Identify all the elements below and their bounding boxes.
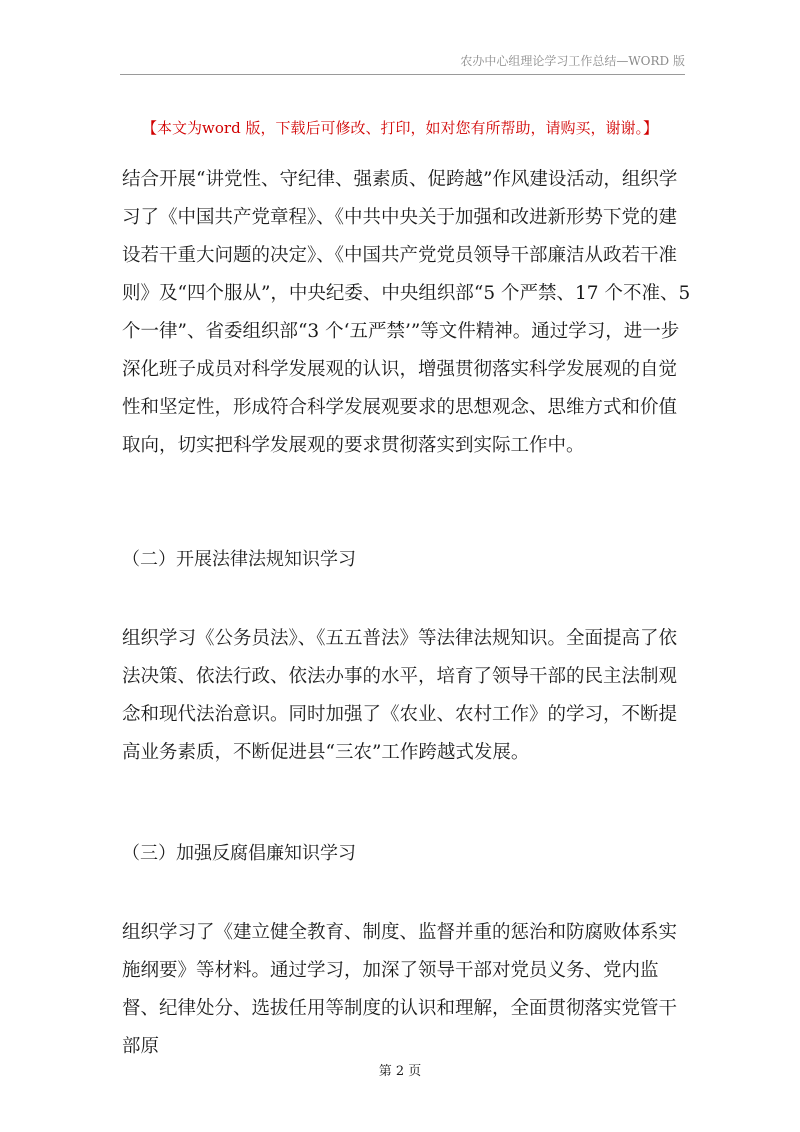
page-footer bbox=[0, 1060, 800, 1079]
header-title: 农办中心组理论学习工作总结—WORD 版 bbox=[460, 54, 685, 68]
paragraph-study-documents: 结合开展“讲党性、守纪律、强素质、促跨越”作风建设活动，组织学习了《中国共产党章程》、《中共中央关于加强和改进新形势下党的建设若干重大问题的决定》、《中国共产党党员领导干部廉洁从政若干准则》及“四个服从”，中央纪委、中央组织部“5 个严禁、17 个不准、5 个一律”、省委组织部“3 个‘五严禁’”等文件精神。通过学习，进一步深化班子成员对科学发展观的认识，增强贯彻落实科学发展观的自觉性和坚定性，形成符合科学发展观要求的思想观念、思维方式和价值取向，切实把科学发展观的要求贯彻落实到实际工作中。 bbox=[122, 169, 691, 456]
section-heading-anticorruption-study: （三）加强反腐倡廉知识学习 bbox=[122, 843, 356, 864]
download-notice: 【本文为word 版，下载后可修改、打印，如对您有所帮助，请购买，谢谢。】 bbox=[142, 119, 658, 137]
page-header bbox=[120, 52, 685, 75]
paragraph-anticorruption-study: 组织学习了《建立健全教育、制度、监督并重的惩治和防腐败体系实施纲要》等材料。通过学习，加深了领导干部对党员义务、党内监督、纪律处分、选拔任用等制度的认识和理解，全面贯彻落实党管干部原 bbox=[122, 922, 678, 1057]
paragraph-law-study: 组织学习《公务员法》、《五五普法》等法律法规知识。全面提高了依法决策、依法行政、依法办事的水平，培育了领导干部的民主法制观念和现代法治意识。同时加强了《农业、农村工作》的学习，不断提高业务素质，不断促进县“三农”工作跨越式发展。 bbox=[122, 628, 678, 763]
page-number: 第 2 页 bbox=[378, 1064, 422, 1079]
section-heading-law-study: （二）开展法律法规知识学习 bbox=[122, 549, 356, 570]
